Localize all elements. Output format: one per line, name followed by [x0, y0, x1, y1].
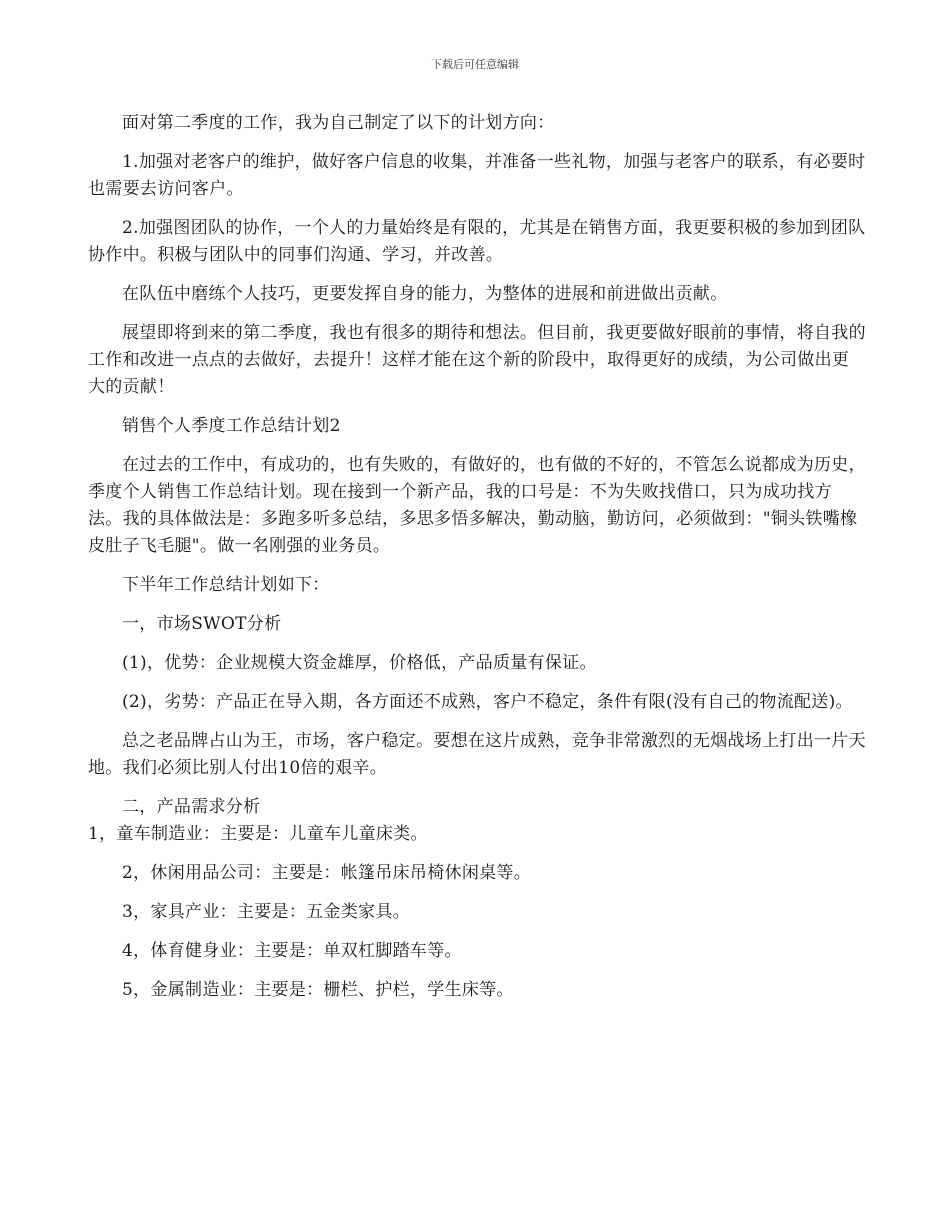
list-item-toy-vehicles: 1，童车制造业：主要是：儿童车儿童床类。	[88, 824, 428, 844]
paragraph-plan-list-intro: 下半年工作总结计划如下：	[122, 575, 330, 595]
paragraph-intro: 面对第二季度的工作，我为自己制定了以下的计划方向：	[122, 113, 555, 133]
paragraph-summary: 总之老品牌占山为王，市场，客户稳定。要想在这片成熟，竞争非常激烈的无烟战场上打出一片天地。我们必须比别人付出10倍的艰辛。	[88, 731, 866, 778]
paragraph-past-work: 在过去的工作中，有成功的，也有失败的，有做好的，也有做的不好的，不管怎么说都成为历史，季度个人销售工作总结计划。现在接到一个新产品，我的口号是：不为失败找借口，只为成功找方法。我的具体做法是：多跑多听多总结，多思多悟多解决，勤动脑，勤访问，必须做到："铜头铁嘴橡皮肚子飞毛腿"。做一名刚强的业务员。	[88, 455, 866, 556]
paragraph-team-skills: 在队伍中磨练个人技巧，更要发挥自身的能力，为整体的进展和前进做出贡献。	[122, 284, 728, 304]
page-header: 下载后可任意编辑	[431, 58, 519, 71]
paragraph-plan-2: 2.加强图团队的协作，一个人的力量始终是有限的，尤其是在销售方面，我更要积极的参加到团队协作中。积极与团队中的同事们沟通、学习，并改善。	[88, 218, 866, 265]
list-item-fitness: 4，体育健身业：主要是：单双杠脚踏车等。	[122, 941, 462, 961]
document-body	[88, 110, 866, 1016]
paragraph-weaknesses: (2)，劣势：产品正在导入期，各方面还不成熟，客户不稳定，条件有限(没有自己的物流配送)。	[122, 692, 853, 712]
heading-demand-analysis: 二，产品需求分析	[122, 797, 261, 817]
list-item-leisure: 2，休闲用品公司：主要是：帐篷吊床吊椅休闲桌等。	[122, 863, 532, 883]
paragraph-strengths: (1)，优势：企业规模大资金雄厚，价格低，产品质量有保证。	[122, 653, 597, 673]
paragraph-plan-1: 1.加强对老客户的维护，做好客户信息的收集，并准备一些礼物，加强与老客户的联系，有必要时也需要去访问客户。	[88, 152, 866, 199]
list-item-metal: 5，金属制造业：主要是：栅栏、护栏，学生床等。	[122, 980, 514, 1000]
section-title-plan-2: 销售个人季度工作总结计划2	[122, 416, 341, 436]
list-item-furniture: 3，家具产业：主要是：五金类家具。	[122, 902, 410, 922]
paragraph-outlook: 展望即将到来的第二季度，我也有很多的期待和想法。但目前，我更要做好眼前的事情，将自我的工作和改进一点点的去做好，去提升！这样才能在这个新的阶段中，取得更好的成绩，为公司做出更大的贡献！	[88, 323, 866, 397]
heading-swot: 一，市场SWOT分析	[122, 614, 282, 634]
